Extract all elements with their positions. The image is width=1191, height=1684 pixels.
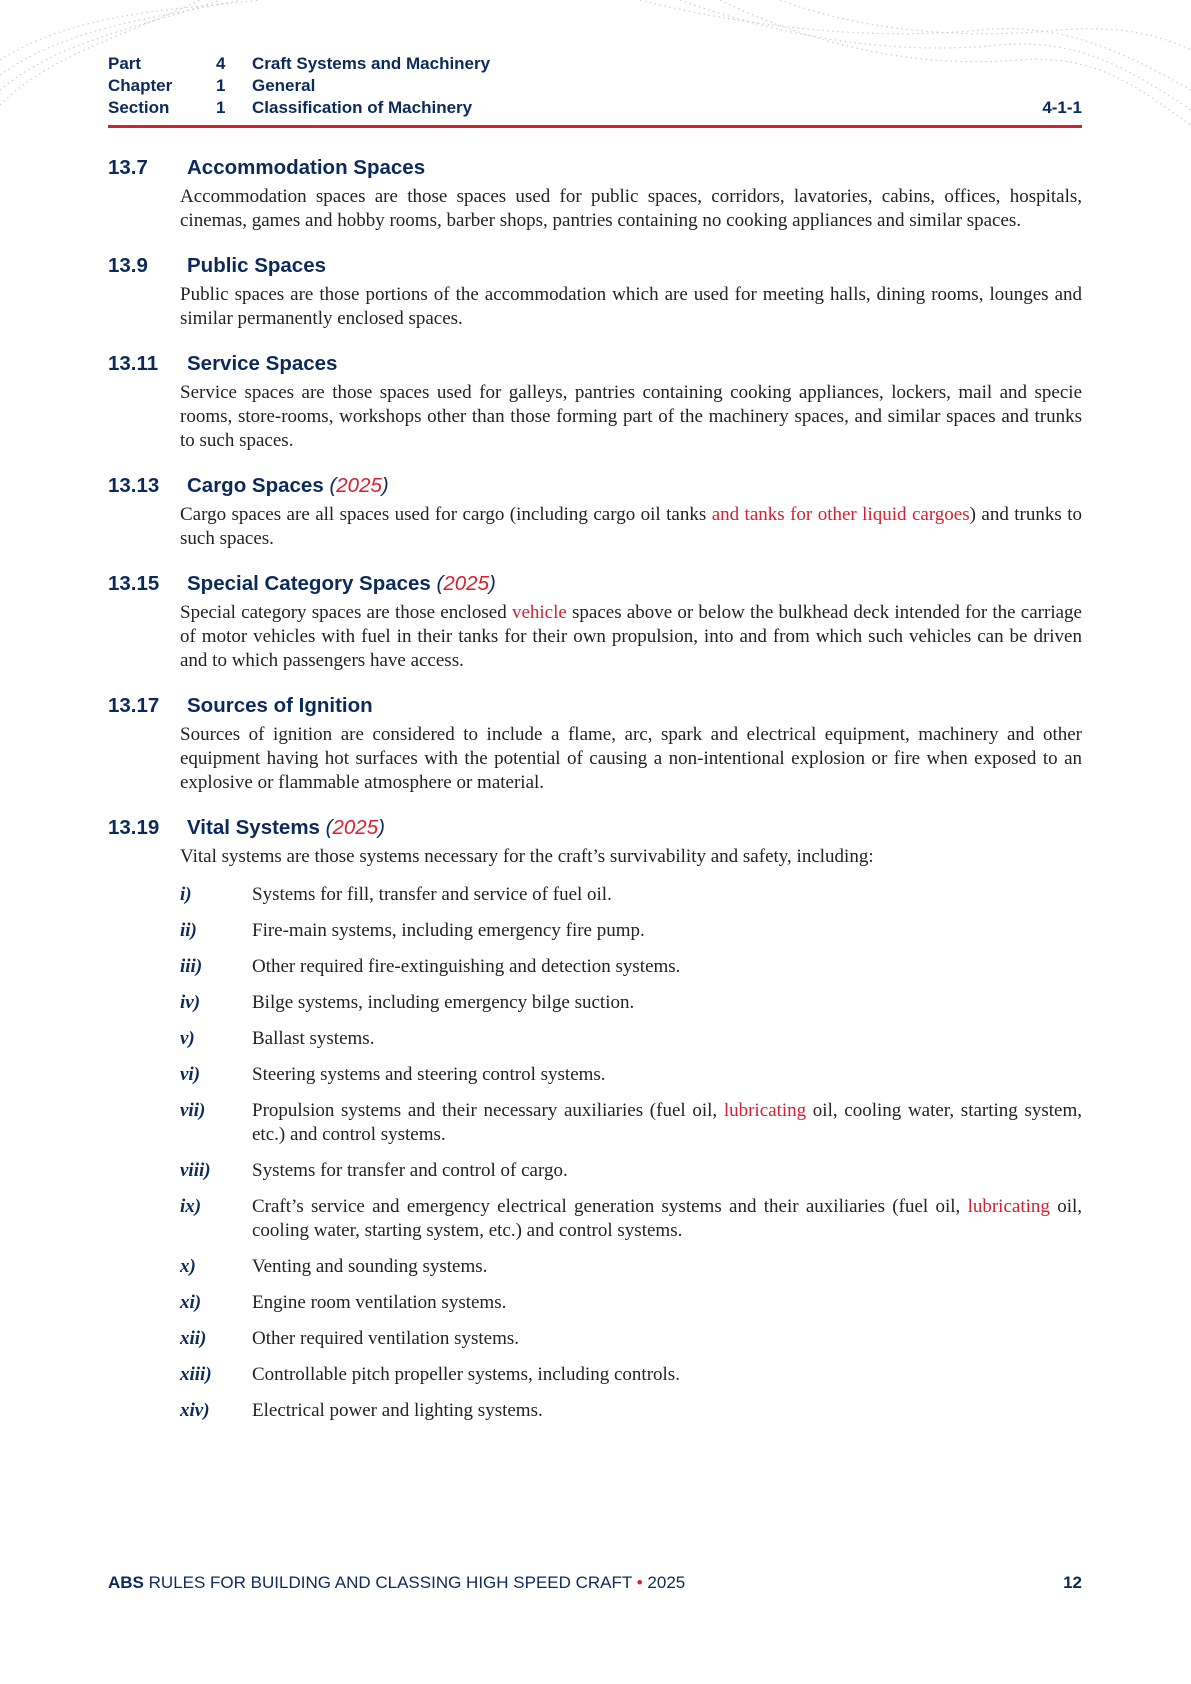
- section-title: Service Spaces: [187, 352, 338, 375]
- section-title: [187, 815, 385, 841]
- section-heading: [108, 571, 1082, 597]
- list-item-number: xi): [180, 1292, 202, 1313]
- list-item-number: xii): [180, 1328, 207, 1349]
- header-row-part: [108, 53, 1082, 75]
- list-item: [180, 1327, 1082, 1351]
- list-item-number: iv): [180, 992, 201, 1013]
- section-number: 13.11: [108, 352, 159, 375]
- list-item-text: oil, cooling water, starting system, etc.) and control systems.: [252, 1100, 1082, 1145]
- list-item: [180, 1291, 1082, 1315]
- section-paragraph: Public spaces are those portions of the accommodation which are used for meeting halls, dining rooms, lounges and similar permanently enclosed spaces.: [180, 284, 1082, 329]
- list-item-text: Bilge systems, including emergency bilge suction.: [252, 992, 635, 1013]
- list-item-text: Other required ventilation systems.: [252, 1328, 519, 1349]
- paragraph-text: Special category spaces are those enclosed: [180, 602, 512, 623]
- list-item: [180, 1363, 1082, 1387]
- list-item: [180, 955, 1082, 979]
- list-item-number: vi): [180, 1064, 201, 1085]
- list-item-text: Electrical power and lighting systems.: [252, 1400, 543, 1421]
- vital-systems-list: [180, 883, 1082, 1423]
- header-label: Part: [108, 54, 142, 73]
- section-title-text: Cargo Spaces: [187, 474, 324, 497]
- list-item-text: Controllable pitch propeller systems, including controls.: [252, 1364, 680, 1385]
- paragraph-text: spaces above or below the bulkhead deck intended for the carriage of motor vehicles with fuel in their tanks for their own propulsion, into and from which such vehicles can be driven and to which passengers have access.: [180, 602, 1082, 671]
- list-item: [180, 1195, 1082, 1243]
- revised-text: vehicle: [511, 602, 567, 623]
- header-number: 4: [216, 54, 226, 73]
- list-item-text: Steering systems and steering control systems.: [252, 1064, 606, 1085]
- revision-year: (2025): [436, 572, 496, 595]
- section-paragraph: Vital systems are those systems necessary for the craft’s survivability and safety, including:: [180, 846, 874, 867]
- paragraph-text: ) and trunks to such spaces.: [180, 504, 1083, 549]
- list-item-number: viii): [180, 1160, 211, 1181]
- section-code: 4-1-1: [1042, 98, 1082, 117]
- list-item: [180, 1063, 1082, 1087]
- header-divider: [108, 125, 1082, 128]
- document-body: [108, 155, 1082, 1443]
- list-item-text: Fire-main systems, including emergency fire pump.: [252, 920, 645, 941]
- list-item-number: ii): [180, 920, 197, 941]
- section-heading: [108, 815, 1082, 841]
- header-row-section: [108, 97, 1082, 119]
- list-item-number: ix): [180, 1196, 202, 1217]
- page-number: 12: [1063, 1573, 1082, 1592]
- section-title: Accommodation Spaces: [187, 156, 426, 179]
- list-item-number: xiv): [180, 1400, 210, 1421]
- section-paragraph: [180, 601, 1082, 673]
- list-item-number: iii): [180, 956, 203, 977]
- section-heading: [108, 253, 1082, 279]
- list-item: [180, 1027, 1082, 1051]
- list-item-text: Systems for fill, transfer and service of fuel oil.: [252, 884, 612, 905]
- section-title: [187, 473, 389, 499]
- list-item-number: v): [180, 1028, 195, 1049]
- section-paragraph: [180, 503, 1082, 551]
- list-item: [180, 991, 1082, 1015]
- section-number: 13.17: [108, 694, 160, 717]
- section-heading: [108, 473, 1082, 499]
- list-item: [180, 1255, 1082, 1279]
- list-item: [180, 1399, 1082, 1423]
- revision-year-value: 2025: [336, 474, 382, 497]
- section-13-17: [108, 693, 1082, 795]
- section-number: 13.13: [108, 474, 160, 497]
- section-number: 13.15: [108, 572, 160, 595]
- header-title: Craft Systems and Machinery: [252, 54, 491, 73]
- section-title-text: Special Category Spaces: [187, 572, 431, 595]
- revised-text: and tanks for other liquid cargoes: [711, 504, 970, 525]
- list-item-text: Craft’s service and emergency electrical generation systems and their auxiliaries (fuel oil,: [252, 1196, 968, 1217]
- section-number: 13.9: [108, 254, 148, 277]
- list-item-text: Propulsion systems and their necessary auxiliaries (fuel oil,: [252, 1100, 724, 1121]
- section-13-19: [108, 815, 1082, 1423]
- header-title: General: [252, 76, 316, 95]
- section-title-text: Vital Systems: [187, 816, 320, 839]
- section-paragraph: Accommodation spaces are those spaces used for public spaces, corridors, lavatories, cabins, offices, hospitals, cinemas, games and hobby rooms, barber shops, pantries containing no cooking appliances and similar spaces.: [180, 186, 1082, 231]
- list-item-number: xiii): [180, 1364, 212, 1385]
- list-item-text: Engine room ventilation systems.: [252, 1292, 507, 1313]
- header-row-chapter: [108, 75, 1082, 97]
- header-number: 1: [216, 76, 226, 95]
- section-paragraph: Sources of ignition are considered to include a flame, arc, spark and electrical equipment, machinery and other equipment having hot surfaces with the potential of causing a non-intentional explosion or fire when exposed to an explosive or flammable atmosphere or material.: [180, 724, 1082, 793]
- revised-text: lubricating: [723, 1100, 807, 1121]
- section-13-15: [108, 571, 1082, 673]
- section-13-7: [108, 155, 1082, 233]
- list-item: [180, 919, 1082, 943]
- footer-year: 2025: [647, 1573, 686, 1592]
- list-item-text: Other required fire-extinguishing and detection systems.: [252, 956, 681, 977]
- list-item: [180, 1099, 1082, 1147]
- section-13-13: [108, 473, 1082, 551]
- revised-text: lubricating: [967, 1196, 1050, 1217]
- list-item-number: vii): [180, 1100, 206, 1121]
- running-header: [108, 53, 1082, 119]
- list-item: [180, 883, 1082, 907]
- paragraph-text: Cargo spaces are all spaces used for cargo (including cargo oil tanks: [180, 504, 712, 525]
- section-heading: [108, 693, 1082, 719]
- list-item-number: x): [180, 1256, 196, 1277]
- header-label: Chapter: [108, 76, 173, 95]
- list-item-text: Ballast systems.: [252, 1028, 375, 1049]
- section-number: 13.19: [108, 816, 160, 839]
- revision-year: (2025): [325, 816, 385, 839]
- page-footer: [108, 1571, 1082, 1595]
- header-label: Section: [108, 98, 170, 117]
- list-item-text: Venting and sounding systems.: [252, 1256, 488, 1277]
- header-number: 1: [216, 98, 226, 117]
- list-item-text: oil, cooling water, starting system, etc.) and control systems.: [252, 1196, 1082, 1241]
- section-number: 13.7: [108, 156, 148, 179]
- section-title: Public Spaces: [187, 254, 327, 277]
- header-title: Classification of Machinery: [252, 98, 473, 117]
- footer-title: RULES FOR BUILDING AND CLASSING HIGH SPEED CRAFT: [148, 1573, 632, 1592]
- abs-logo-text: ABS: [108, 1573, 144, 1592]
- section-title: Sources of Ignition: [187, 694, 373, 717]
- footer-separator: •: [636, 1573, 643, 1592]
- section-13-11: [108, 351, 1082, 453]
- revision-year-value: 2025: [332, 816, 379, 839]
- revision-year: (2025): [329, 474, 389, 497]
- revision-year-value: 2025: [443, 572, 489, 595]
- section-heading: [108, 155, 1082, 181]
- list-item-text: Systems for transfer and control of cargo.: [252, 1160, 568, 1181]
- list-item: [180, 1159, 1082, 1183]
- list-item-number: i): [180, 884, 192, 905]
- section-paragraph: Service spaces are those spaces used for galleys, pantries containing cooking appliances, lockers, mail and specie rooms, store-rooms, workshops other than those forming part of the machinery spaces, and similar spaces and trunks to such spaces.: [180, 382, 1082, 451]
- section-title: [187, 571, 496, 597]
- section-13-9: [108, 253, 1082, 331]
- section-heading: [108, 351, 1082, 377]
